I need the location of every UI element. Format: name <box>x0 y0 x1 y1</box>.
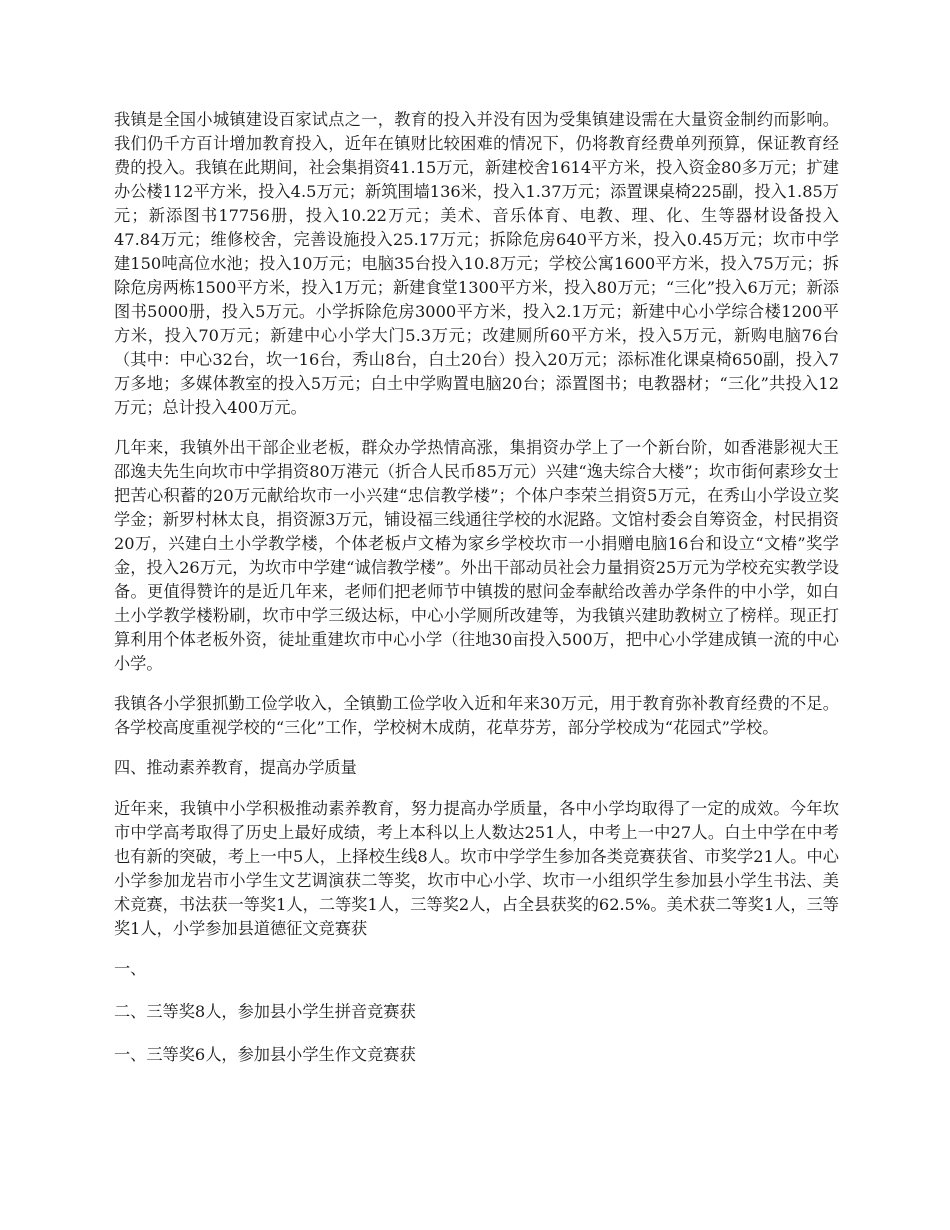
document-body <box>114 108 839 1086</box>
paragraph-education-investment: 我镇是全国小城镇建设百家试点之一，教育的投入并没有因为受集镇建设需在大量资金制约而影响。我们仍千方百计增加教育投入，近年在镇财比较困难的情况下，仍将教育经费单列预算，保证教育经费的投入。我镇在此期间，社会集捐资41.15万元，新建校舍1614平方米，投入资金80多万元；扩建办公楼112平方米，投入4.5万元；新筑围墙136米，投入1.37万元；添置课桌椅225副，投入1.85万元；新添图书17756册，投入10.22万元；美术、音乐体育、电教、理、化、生等器材设备投入47.84万元；维修校舍，完善设施投入25.17万元；拆除危房640平方米，投入0.45万元；坎市中学建150吨高位水池；投入10万元；电脑35台投入10.8万元；学校公寓1600平方米，投入75万元；拆除危房两栋1500平方米，投入1万元；新建食堂1300平方米，投入80万元；“三化”投入6万元；新添图书5000册，投入5万元。小学拆除危房3000平方米，投入2.1万元；新建中心小学综合楼1200平方米，投入70万元；新建中心小学大门5.3万元；改建厕所60平方米，投入5万元，新购电脑76台（其中：中心32台，坎一16台，秀山8台，白土20台）投入20万元；添标准化课桌椅650副，投入7万多地；多媒体教室的投入5万元；白土中学购置电脑20台；添置图书；电教器材；“三化”共投入12万元；总计投入400万元。 <box>114 110 839 417</box>
paragraph-fragment-1: 一、 <box>114 959 147 978</box>
paragraph-fragment-3: 一、三等奖6人，参加县小学生作文竞赛获 <box>114 1045 416 1064</box>
paragraph-quality-education: 近年来，我镇中小学积极推动素养教育，努力提高办学质量，各中小学均取得了一定的成效。今年坎市中学高考取得了历史上最好成绩，考上本科以上人数达251人，中考上一中27人。白土中学在中考也有新的突破，考上一中5人，上择校生线8人。坎市中学学生参加各类竞赛获省、市奖学21人。中心小学参加龙岩市小学生文艺调演获二等奖，坎市中心小学、坎市一小组织学生参加县小学生书法、美术竞赛，书法获一等奖1人，二等奖1人，三等奖2人，占全县获奖的62.5%。美术获二等奖1人，三等奖1人，小学参加县道德征文竞赛获 <box>114 799 839 938</box>
section-heading: 四、推动素养教育，提高办学质量 <box>114 758 357 777</box>
paragraph-fragment-2: 二、三等奖8人，参加县小学生拼音竞赛获 <box>114 1002 416 1021</box>
paragraph-work-study: 我镇各小学狠抓勤工俭学收入，全镇勤工俭学收入近和年来30万元，用于教育弥补教育经费的不足。各学校高度重视学校的“三化”工作，学校树木成荫，花草芬芳，部分学校成为“花园式”学校。 <box>114 694 839 737</box>
paragraph-donations: 几年来，我镇外出干部企业老板，群众办学热情高涨，集捐资办学上了一个新台阶，如香港影视大王邵逸夫先生向坎市中学捐资80万港元（折合人民币85万元）兴建“逸夫综合大楼”；坎市街何素珍女士把苦心积蓄的20万元献给坎市一小兴建“忠信教学楼”；个体户李荣兰捐资5万元，在秀山小学设立奖学金；新罗村林太良，捐资源3万元，铺设福三线通往学校的水泥路。文馆村委会自筹资金，村民捐资20万，兴建白土小学教学楼，个体老板卢文椿为家乡学校坎市一小捐赠电脑16台和设立“文椿”奖学金，投入26万元，为坎市中学建“诚信教学楼”。外出干部动员社会力量捐资25万元为学校充实教学设备。更值得赞许的是近几年来，老师们把老师节中镇拨的慰问金奉献给改善办学条件的中小学，如白土小学教学楼粉刷，坎市中学三级达标，中心小学厕所改建等，为我镇兴建助教树立了榜样。现正打算利用个体老板外资，徒址重建坎市中心小学（往地30亩投入500万，把中心小学建成镇一流的中心小学。 <box>114 438 839 673</box>
